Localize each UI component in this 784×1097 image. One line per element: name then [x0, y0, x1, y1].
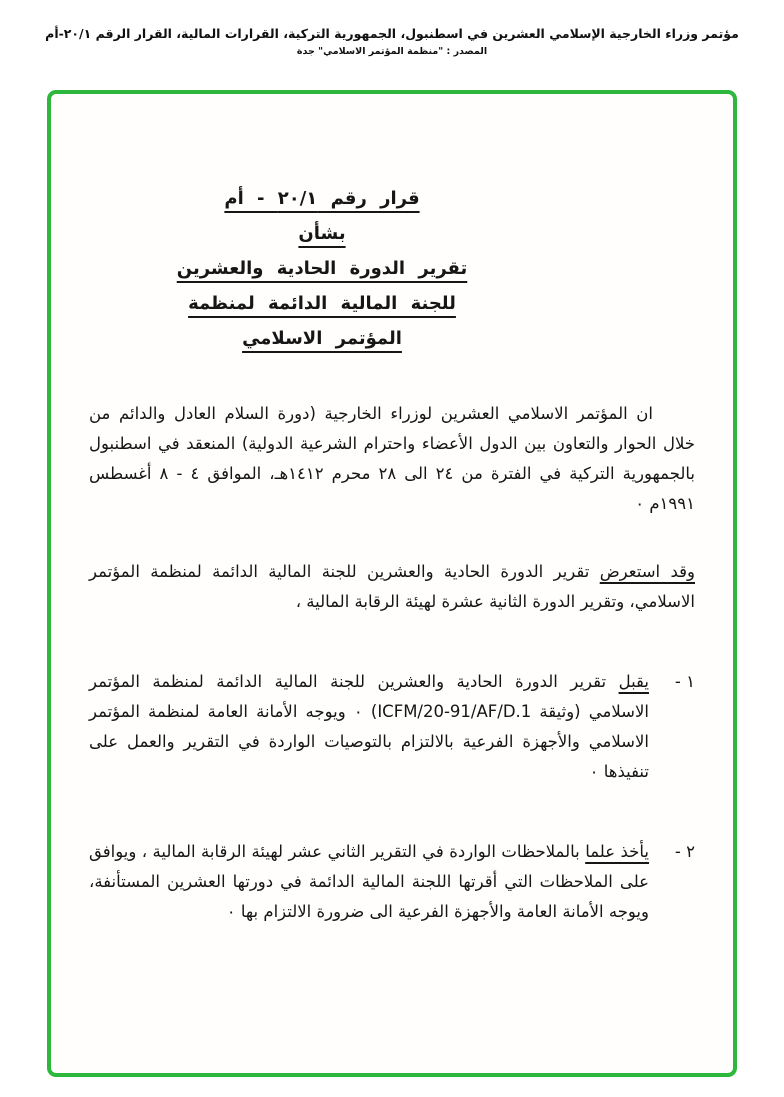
- review-paragraph: [89, 557, 695, 617]
- item-1-text: [89, 667, 649, 787]
- resolution-title-block: [19, 188, 625, 349]
- resolution-regarding-line: بشأن: [298, 223, 346, 244]
- resolution-item-1: [89, 667, 695, 787]
- item-1-number: ١ -: [674, 672, 695, 691]
- resolution-document: [51, 94, 733, 927]
- resolution-number-line: قرار رقم ٢٠/١ - أم: [224, 188, 420, 209]
- resolution-item-2: [89, 837, 695, 927]
- resolution-title-line-1: تقرير الدورة الحادية والعشرين: [176, 258, 468, 279]
- item-2-text: [89, 837, 649, 927]
- resolution-title-line-3: المؤتمر الاسلامي: [242, 328, 402, 349]
- header-title: مؤتمر وزراء الخارجية الإسلامي العشرين في اسطنبول، الجمهورية التركية، القرارات المالية، القرار الرقم ٢٠/١-أم: [45, 26, 739, 41]
- item-2-number: ٢ -: [674, 842, 695, 861]
- item-2-lead: يأخذ علما: [585, 842, 649, 861]
- resolution-title-line-2: للجنة المالية الدائمة لمنظمة: [188, 293, 456, 314]
- item-1-lead: يقبل: [618, 672, 649, 691]
- review-lead: وقد استعرض: [599, 562, 695, 581]
- preamble-paragraph: ان المؤتمر الاسلامي العشرين لوزراء الخارجية (دورة السلام العادل والدائم من خلال الحوار والتعاون بين الدول الأعضاء واحترام الشرعية الدولية) المنعقد في اسطنبول بالجمهورية التركية في الفترة من ٢٤ الى ٢٨ محرم ١٤١٢هـ، الموافق ٤ - ٨ أغسطس ١٩٩١م ٠: [89, 404, 695, 513]
- catalog-header: [0, 26, 784, 57]
- item-1-rest: تقرير الدورة الحادية والعشرين للجنة المالية الدائمة لمنظمة المؤتمر الاسلامي (وثيقة ICFM/20-91/AF/D.1) ٠ ويوجه الأمانة العامة لمنظمة المؤتمر الاسلامي والأجهزة الفرعية بالالتزام بالتوصيات الواردة في التقرير والعمل على تنفيذها ٠: [89, 672, 650, 781]
- review-rest: تقرير الدورة الحادية والعشرين للجنة المالية الدائمة لمنظمة المؤتمر الاسلامي، وتقرير الدورة الثانية عشرة لهيئة الرقابة المالية ،: [89, 562, 695, 611]
- scanned-page-frame: [47, 90, 737, 1077]
- item-2-rest: بالملاحظات الواردة في التقرير الثاني عشر لهيئة الرقابة المالية ، ويوافق على الملاحظات التي أقرتها اللجنة المالية الدائمة في دورتها العشرين المستأنفة، ويوجه الأمانة العامة والأجهزة الفرعية الى ضرورة الالتزام بها ٠: [89, 842, 649, 921]
- header-source: المصدر : "منظمة المؤتمر الاسلامي" جدة: [296, 46, 488, 57]
